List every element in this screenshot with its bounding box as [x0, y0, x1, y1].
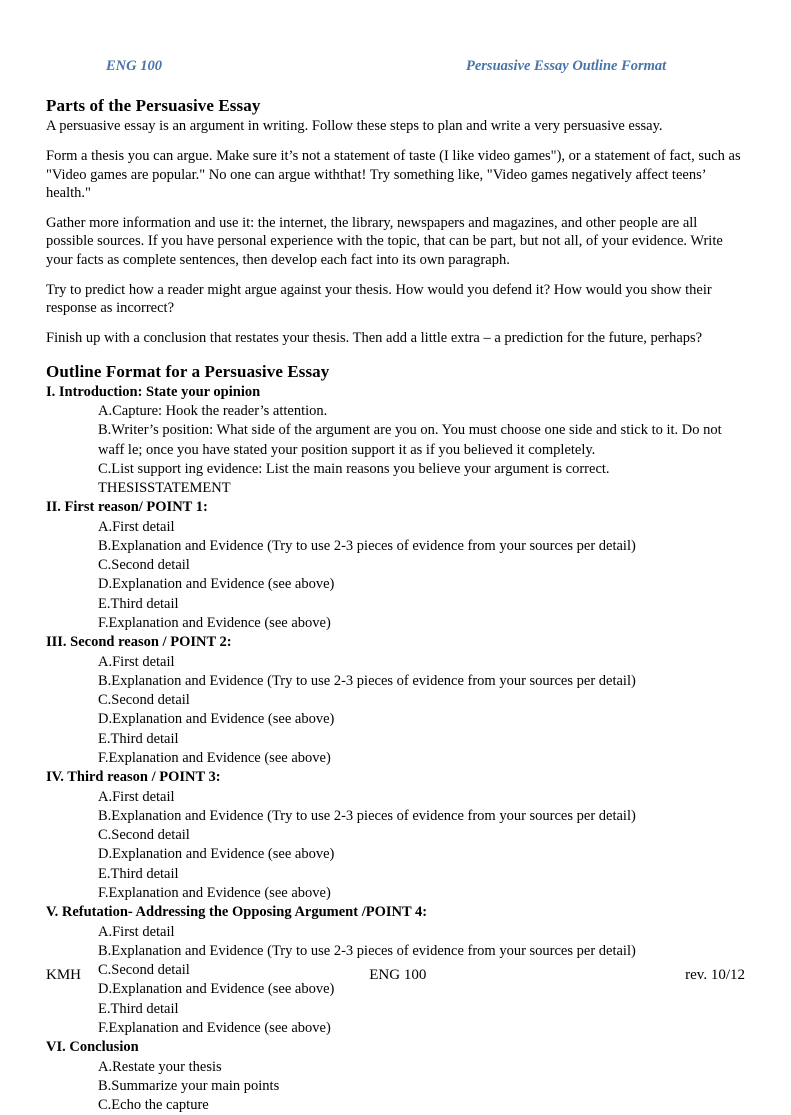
- footer-center: ENG 100: [369, 967, 427, 983]
- outline-item: [98, 826, 745, 845]
- outline-item: [98, 460, 745, 499]
- outline-letter: E.: [98, 595, 111, 612]
- footer-right: rev. 10/12: [685, 967, 745, 983]
- outline-letter: E.: [98, 1000, 111, 1017]
- outline-text: Writer’s position: What side of the argument are you on. You must choose one side and stick to it. Do not waff le; once you have stated your position support it as if you believed it completely.: [98, 422, 722, 458]
- outline-roman-5: V. Refutation- Addressing the Opposing Argument /POINT 4:: [46, 904, 428, 921]
- outline-item: [98, 421, 745, 460]
- outline-roman-6: VI. Conclusion: [46, 1039, 139, 1056]
- outline-text: Explanation and Evidence (Try to use 2-3 pieces of evidence from your sources per detail): [111, 537, 636, 554]
- outline-roman-3: III. Second reason / POINT 2:: [46, 634, 232, 651]
- outline-letter: C.: [98, 460, 112, 477]
- outline-item: [98, 556, 745, 575]
- outline-heading: Outline Format for a Persuasive Essay: [46, 361, 330, 381]
- outline-item: [98, 788, 745, 807]
- outline-item: [98, 749, 745, 768]
- outline-item: [98, 845, 745, 864]
- outline-text: First detail: [112, 653, 175, 670]
- outline-letter: D.: [98, 576, 113, 593]
- outline-letter: D.: [98, 711, 113, 728]
- outline-item: [98, 653, 745, 672]
- outline-text: Explanation and Evidence (Try to use 2-3 pieces of evidence from your sources per detail): [111, 942, 636, 959]
- outline-item: [98, 1058, 745, 1077]
- header-course: ENG 100: [106, 58, 162, 74]
- outline-text: Explanation and Evidence (see above): [112, 846, 335, 863]
- outline-item: [98, 1096, 745, 1115]
- outline-roman-4: IV. Third reason / POINT 3:: [46, 769, 221, 786]
- outline-roman-1: I. Introduction: State your opinion: [46, 383, 261, 400]
- outline-item: [98, 575, 745, 594]
- outline-text: Second detail: [111, 557, 190, 574]
- outline-letter: A.: [98, 653, 113, 670]
- outline-letter: E.: [98, 865, 111, 882]
- outline-text: List support ing evidence: List the main reasons you believe your argument is correct. THESISSTATEMENT: [98, 460, 610, 497]
- outline-item: [98, 923, 745, 942]
- outline-text: Explanation and Evidence (see above): [112, 981, 335, 998]
- outline-letter: B.: [98, 422, 112, 439]
- outline-letter: D.: [98, 846, 113, 863]
- outline-letter: B.: [98, 942, 112, 959]
- outline-list: [46, 383, 745, 1115]
- outline-text: Capture: Hook the reader’s attention.: [112, 402, 328, 419]
- outline-text: Explanation and Evidence (see above): [108, 615, 331, 632]
- outline-item: [98, 595, 745, 614]
- outline-text: First detail: [112, 518, 175, 535]
- outline-text: Third detail: [110, 1000, 179, 1017]
- outline-text: Second detail: [111, 692, 190, 709]
- outline-text: Second detail: [111, 962, 190, 979]
- outline-letter: F.: [98, 1019, 109, 1036]
- outline-item: [98, 614, 745, 633]
- outline-text: Explanation and Evidence (see above): [112, 711, 335, 728]
- outline-letter: B.: [98, 537, 112, 554]
- outline-letter: D.: [98, 981, 113, 998]
- outline-text: Explanation and Evidence (see above): [108, 750, 331, 766]
- intro-paragraph-5: Finish up with a conclusion that restates your thesis. Then add a little extra – a prediction for the future, perhaps?: [46, 330, 703, 347]
- outline-letter: E.: [98, 730, 111, 747]
- outline-text: Third detail: [110, 595, 179, 612]
- outline-item: [98, 807, 745, 826]
- outline-text: Third detail: [110, 730, 179, 747]
- outline-letter: A.: [98, 1058, 113, 1075]
- outline-letter: A.: [98, 402, 113, 419]
- outline-letter: C.: [98, 827, 112, 844]
- outline-letter: A.: [98, 788, 113, 805]
- page-title: Parts of the Persuasive Essay: [46, 96, 261, 115]
- page-header: [46, 52, 745, 82]
- outline-letter: B.: [98, 672, 112, 689]
- intro-paragraph-2: Form a thesis you can argue. Make sure it’s not a statement of taste (I like video games"), or a statement of fact, such as "Video games are popular." No one can argue withthat! Try something like, "Video games negatively affect teens’ health.": [46, 148, 741, 201]
- outline-letter: C.: [98, 1097, 112, 1114]
- outline-text: First detail: [112, 923, 175, 940]
- outline-item: [98, 672, 745, 691]
- outline-item: [98, 865, 745, 884]
- footer-left: KMH: [46, 967, 82, 983]
- header-title: Persuasive Essay Outline Format: [466, 58, 667, 74]
- outline-text: Echo the capture: [111, 1097, 209, 1114]
- outline-text: Restate your thesis: [112, 1058, 222, 1075]
- outline-item: [98, 537, 745, 556]
- outline-item: [98, 1077, 745, 1096]
- outline-letter: A.: [98, 518, 113, 535]
- page-footer: [46, 967, 745, 984]
- outline-item: [98, 942, 745, 961]
- outline-item: [98, 710, 745, 729]
- outline-item: [98, 1019, 745, 1038]
- outline-letter: C.: [98, 557, 112, 574]
- outline-text: Second detail: [111, 827, 190, 844]
- outline-letter: C.: [98, 692, 112, 709]
- outline-letter: A.: [98, 923, 113, 940]
- outline-item: [98, 1000, 745, 1019]
- outline-item: [98, 402, 745, 421]
- outline-letter: F.: [98, 750, 109, 766]
- outline-text: Explanation and Evidence (Try to use 2-3 pieces of evidence from your sources per detail): [111, 672, 636, 689]
- outline-letter: F.: [98, 884, 109, 901]
- outline-text: Explanation and Evidence (Try to use 2-3 pieces of evidence from your sources per detail): [111, 807, 636, 824]
- outline-item: [98, 884, 745, 903]
- intro-paragraph-4: Try to predict how a reader might argue against your thesis. How would you defend it? How would you show their response as incorrect?: [46, 281, 712, 317]
- outline-item: [98, 518, 745, 537]
- outline-item: [98, 730, 745, 749]
- intro-paragraph-1: A persuasive essay is an argument in writing. Follow these steps to plan and write a very persuasive essay.: [46, 118, 663, 134]
- outline-text: Explanation and Evidence (see above): [108, 1019, 331, 1036]
- outline-text: First detail: [112, 788, 175, 805]
- outline-roman-2: II. First reason/ POINT 1:: [46, 499, 208, 516]
- outline-letter: B.: [98, 1077, 112, 1094]
- outline-text: Explanation and Evidence (see above): [108, 884, 331, 901]
- outline-text: Third detail: [110, 865, 179, 882]
- outline-text: Explanation and Evidence (see above): [112, 576, 335, 593]
- outline-item: [98, 691, 745, 710]
- outline-letter: B.: [98, 807, 112, 824]
- outline-text: Summarize your main points: [111, 1077, 280, 1094]
- outline-letter: C.: [98, 962, 112, 979]
- intro-paragraph-3: Gather more information and use it: the internet, the library, newspapers and magazines, and other people are all possible sources. If you have personal experience with the topic, that can be part, but not all, of your evidence. Write your facts as complete sentences, then develop each fact into its own paragraph.: [46, 215, 723, 268]
- outline-letter: F.: [98, 615, 109, 632]
